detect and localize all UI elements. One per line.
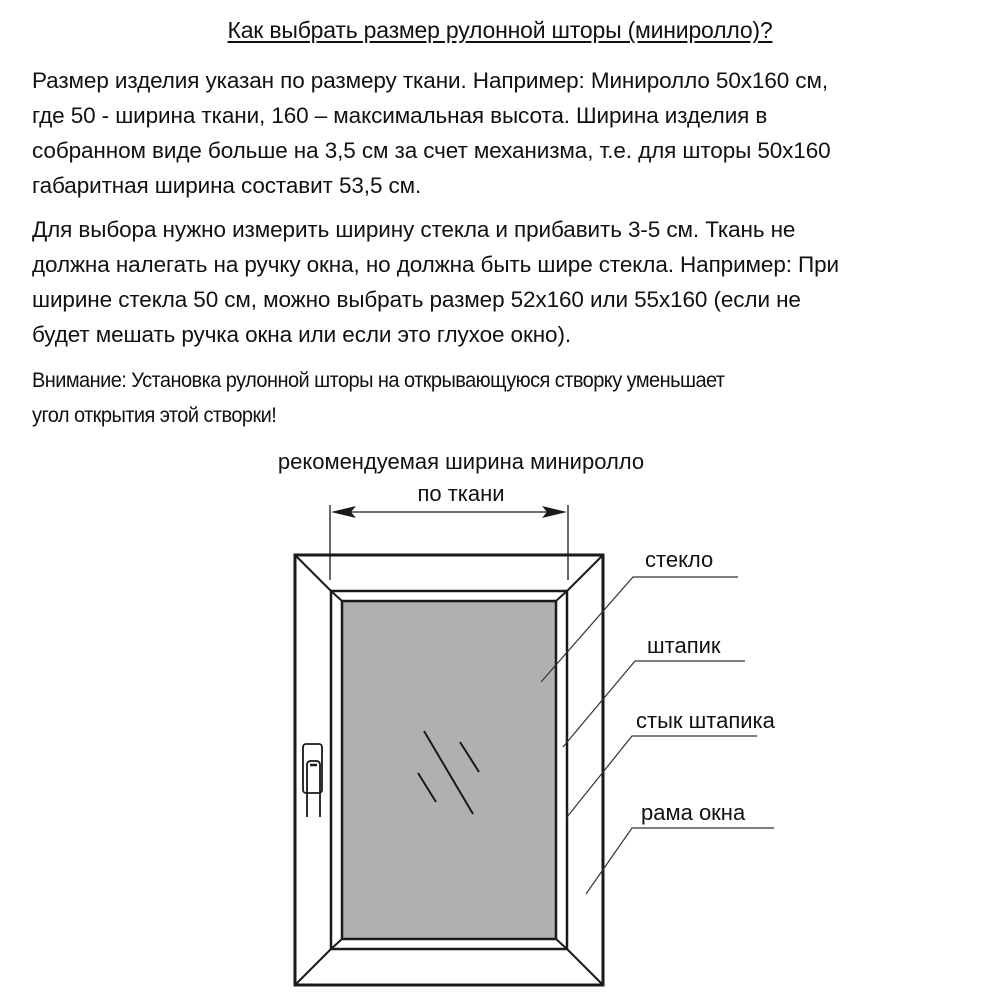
frame-miter-tr <box>567 555 603 591</box>
bead-joint-bl <box>331 939 342 949</box>
dimension-arrow <box>330 505 568 580</box>
text-line: будет мешать ручка окна или если это глухое окно). <box>32 322 571 347</box>
text-line: Размер изделия указан по размеру ткани. Например: Миниролло 50х160 см, <box>32 68 828 93</box>
text-line: собранном виде больше на 3,5 см за счет механизма, т.е. для шторы 50х160 <box>32 138 831 163</box>
leader-glazing-bead <box>563 661 745 747</box>
dimension-label-line1: рекомендуемая ширина миниролло <box>277 449 645 474</box>
text-line: габаритная ширина составит 53,5 см. <box>32 173 422 198</box>
leader-window-frame <box>586 828 774 894</box>
text-line: Для выбора нужно измерить ширину стекла и прибавить 3-5 см. Ткань не <box>32 217 796 242</box>
callout-glazing-bead: штапик <box>647 633 721 658</box>
callout-leaders <box>541 577 774 894</box>
page-title: Как выбрать размер рулонной шторы (миниролло)? <box>227 17 773 43</box>
text-line: угол открытия этой створки! <box>32 403 277 427</box>
callout-bead-joint: стык штапика <box>636 708 775 733</box>
frame-miter-bl <box>295 949 331 985</box>
bead-joint-br <box>556 939 567 949</box>
bead-joint-tr <box>556 591 567 601</box>
text-line: где 50 - ширина ткани, 160 – максимальная высота. Ширина изделия в <box>32 103 768 128</box>
leader-glass <box>541 577 738 682</box>
text-line: должна налегать на ручку окна, но должна быть шире стекла. Например: При <box>32 252 840 277</box>
window-handle-icon <box>303 744 322 817</box>
frame-miter-tl <box>295 555 331 591</box>
glass-pane <box>342 601 556 939</box>
callout-glass: стекло <box>645 547 714 572</box>
bead-joint-tl <box>331 591 342 601</box>
text-line: ширине стекла 50 см, можно выбрать размер 52х160 или 55х160 (если не <box>32 287 801 312</box>
dimension-label-line2: по ткани <box>417 481 505 506</box>
callout-window-frame: рама окна <box>641 800 746 825</box>
frame-miter-br <box>567 949 603 985</box>
text-line: Внимание: Установка рулонной шторы на открывающуюся створку уменьшает <box>32 368 725 392</box>
